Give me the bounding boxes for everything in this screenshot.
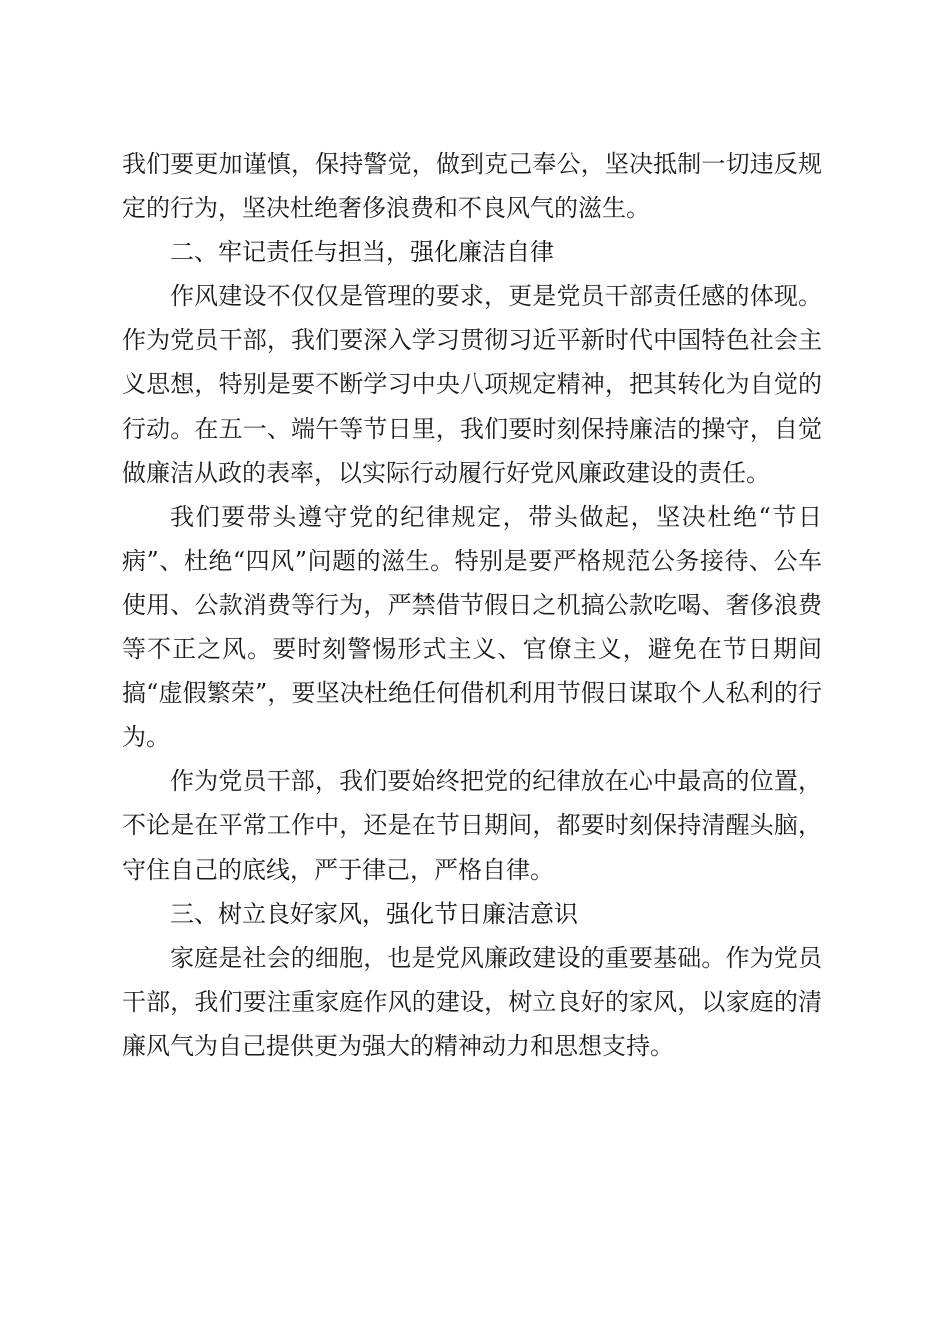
section-heading-2: 二、牢记责任与担当，强化廉洁自律 [170,238,554,267]
paragraph: 家庭是社会的细胞，也是党风廉政建设的重要基础。作为党员干部，我们要注重家庭作风的建设，树立良好的家风，以家庭的清廉风气为自己提供更为强大的精神动力和思想支持。 [122,943,822,1060]
paragraph: 作风建设不仅仅是管理的要求，更是党员干部责任感的体现。作为党员干部，我们要深入学习贯彻习近平新时代中国特色社会主义思想，特别是要不断学习中央八项规定精神，把其转化为自觉的行动。在五一、端午等节日里，我们要时刻保持廉洁的操守，自觉做廉洁从政的表率，以实际行动履行好党风廉政建设的责任。 [122,282,822,487]
paragraph: 作为党员干部，我们要始终把党的纪律放在心中最高的位置，不论是在平常工作中，还是在节日期间，都要时刻保持清醒头脑，守住自己的底线，严于律己，严格自律。 [122,767,822,884]
document-body [122,142,822,1068]
section-heading-3: 三、树立良好家风，强化节日廉洁意识 [170,899,578,928]
paragraph-continuation: 我们要更加谨慎，保持警觉，做到克己奉公，坚决抵制一切违反规定的行为，坚决杜绝奢侈浪费和不良风气的滋生。 [122,150,822,223]
paragraph: 我们要带头遵守党的纪律规定，带头做起，坚决杜绝“节日病”、杜绝“四风”问题的滋生。特别是要严格规范公务接待、公车使用、公款消费等行为，严禁借节假日之机搞公款吃喝、奢侈浪费等不正之风。要时刻警惕形式主义、官僚主义，避免在节日期间搞“虚假繁荣”，要坚决杜绝任何借机利用节假日谋取个人私利的行为。 [122,502,822,752]
